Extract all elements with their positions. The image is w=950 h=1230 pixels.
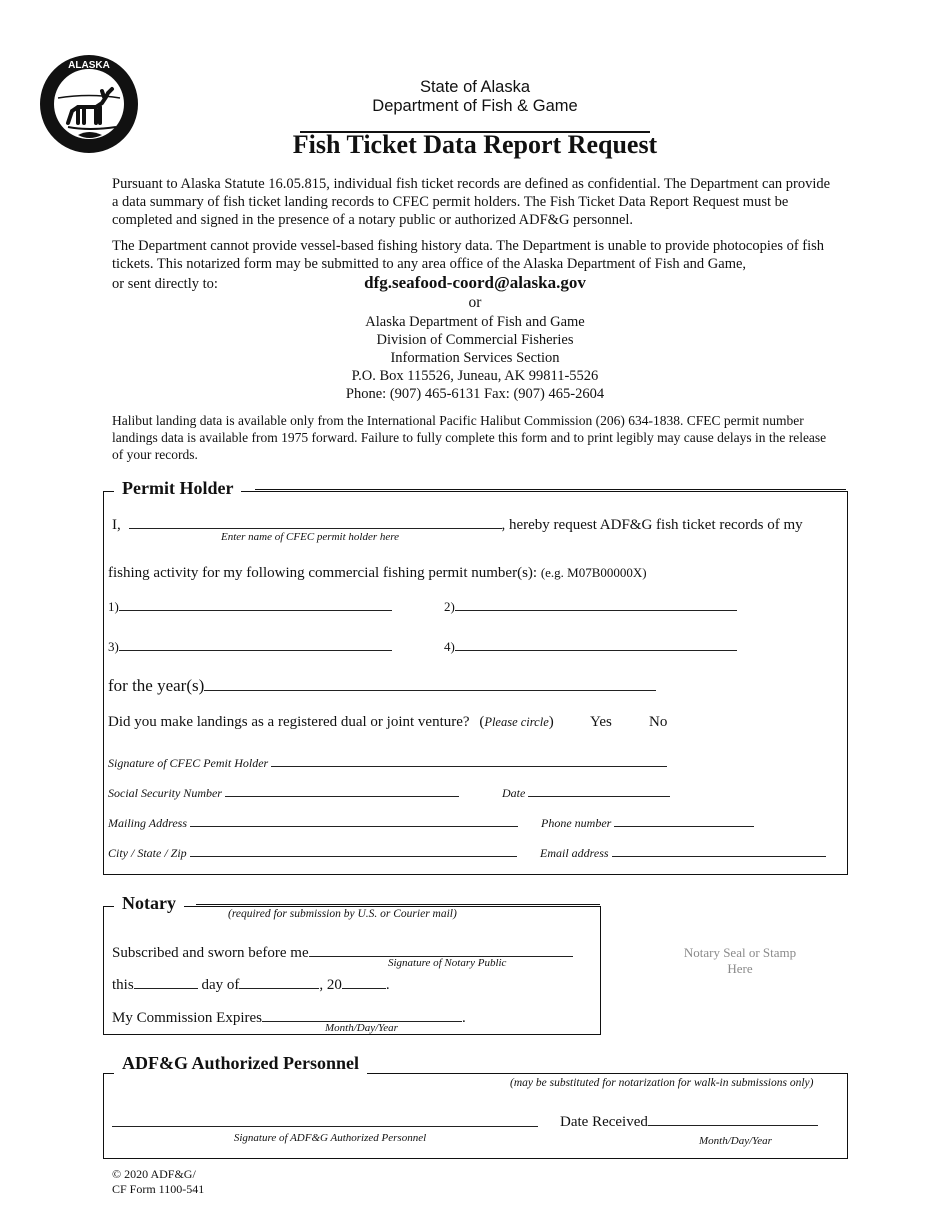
date-row xyxy=(502,784,670,801)
permit-example: (e.g. M07B00000X) xyxy=(540,565,647,580)
date-received-input[interactable] xyxy=(648,1109,818,1126)
venture-question: Did you make landings as a registered dual or joint venture? xyxy=(108,714,470,730)
permit-3-row xyxy=(108,634,392,655)
adfg-signature-hint: Signature of ADF&G Authorized Personnel xyxy=(233,1132,427,1144)
ssn-row xyxy=(108,784,459,801)
intro-paragraph-2: The Department cannot provide vessel-based fishing history data. The Department is unable to provide photocopies of fish tickets. This notarized form may be submitted to any area office of the Alaska Department of Fish and Game, xyxy=(112,238,825,272)
email-input[interactable] xyxy=(612,844,826,857)
svg-text:ALASKA: ALASKA xyxy=(68,60,110,71)
intro-paragraph-1: Pursuant to Alaska Statute 16.05.815, individual fish ticket records are defined as confidential. The Department can provide a data summary of fish ticket landing records to CFEC permit holders. The Fish Ticket Data Report Request must be completed and signed in the presence of a notary public or authorized ADF&G personnel. xyxy=(112,176,831,228)
date-received-label: Date Received xyxy=(560,1114,648,1130)
date-label: Date xyxy=(502,786,526,800)
adfg-signature-input[interactable] xyxy=(112,1110,538,1127)
venture-no-option[interactable]: No xyxy=(649,714,668,730)
or-label: or xyxy=(468,294,482,311)
permit-3-input[interactable] xyxy=(119,634,392,651)
address-line: Information Services Section xyxy=(390,350,560,366)
sworn-label: Subscribed and sworn before me xyxy=(112,945,309,961)
address-line: Phone: (907) 465-6131 Fax: (907) 465-2604 xyxy=(345,386,605,402)
permit-2-row xyxy=(444,594,737,615)
permit-holder-legend: Permit Holder xyxy=(114,478,241,499)
date-received-hint: Month/Day/Year xyxy=(699,1135,772,1147)
ssn-label: Social Security Number xyxy=(108,786,222,800)
i-label: I, xyxy=(112,517,121,533)
permit-4-label: 4) xyxy=(444,639,455,654)
commission-row: My Commission Expires . xyxy=(112,1005,466,1027)
city-row xyxy=(108,844,517,861)
notary-required-note: (required for submission by U.S. or Courier mail) xyxy=(228,908,457,920)
address-line: P.O. Box 115526, Juneau, AK 99811-5526 xyxy=(351,368,599,384)
month-input[interactable] xyxy=(239,972,319,989)
day-of-label: day of xyxy=(201,977,240,993)
years-input[interactable] xyxy=(204,672,656,691)
year-prefix: , 20 xyxy=(319,977,342,993)
date-input[interactable] xyxy=(528,784,670,797)
state-name: State of Alaska xyxy=(419,78,531,96)
copyright: © 2020 ADF&G/ xyxy=(112,1167,196,1181)
permit-2-input[interactable] xyxy=(455,594,737,611)
permit-4-input[interactable] xyxy=(455,634,737,651)
permit-4-row xyxy=(444,634,737,655)
notary-legend: Notary xyxy=(114,893,184,914)
department-name: Department of Fish & Game xyxy=(372,97,578,115)
permit-1-input[interactable] xyxy=(119,594,392,611)
signature-label: Signature of CFEC Pemit Holder xyxy=(108,756,269,770)
phone-input[interactable] xyxy=(614,814,754,827)
adfg-personnel-legend: ADF&G Authorized Personnel xyxy=(114,1053,367,1074)
permit-holder-legend-rule xyxy=(255,489,846,490)
notary-seal-placeholder: Notary Seal or Stamp Here xyxy=(683,945,797,976)
years-label: for the year(s) xyxy=(108,676,205,695)
sent-to-label: or sent directly to: xyxy=(112,276,218,292)
request-text: , hereby request ADF&G fish ticket records of my xyxy=(501,517,803,533)
commission-input[interactable] xyxy=(262,1005,462,1022)
signature-row xyxy=(108,754,667,771)
page-title: Fish Ticket Data Report Request xyxy=(292,130,658,159)
commission-label: My Commission Expires xyxy=(112,1010,263,1026)
email-row xyxy=(540,844,826,861)
address-line: Division of Commercial Fisheries xyxy=(376,332,574,348)
this-label: this xyxy=(112,977,134,993)
notary-signature-hint: Signature of Notary Public xyxy=(388,957,507,969)
contact-block xyxy=(300,273,650,403)
venture-yes-option[interactable]: Yes xyxy=(590,714,612,730)
phone-label: Phone number xyxy=(541,816,612,830)
permit-1-row xyxy=(108,594,392,615)
ssn-input[interactable] xyxy=(225,784,459,797)
notary-signature-input[interactable] xyxy=(309,940,573,957)
permit-2-label: 2) xyxy=(444,599,455,614)
mailing-row xyxy=(108,814,518,831)
mailing-input[interactable] xyxy=(190,814,518,827)
please-circle-note: Please circle xyxy=(484,715,549,729)
permit-1-label: 1) xyxy=(108,599,119,614)
adfg-seal-logo xyxy=(38,53,140,155)
contact-email[interactable]: dfg.seafood-coord@alaska.gov xyxy=(364,273,586,292)
activity-text: fishing activity for my following commercial fishing permit number(s): xyxy=(108,565,538,581)
intro-paragraph-3: Halibut landing data is available only from the International Pacific Halibut Commission (206) 634-1838. CFEC permit number landings data is available from 1975 forward. Failure to fully complete this form and to print legibly may cause delays in the release of your records. xyxy=(112,413,827,462)
year-input[interactable] xyxy=(342,972,386,989)
phone-row xyxy=(541,814,754,831)
date-received-row xyxy=(560,1109,818,1131)
adfg-legend-rule xyxy=(391,1073,846,1074)
form-number: CF Form 1100-541 xyxy=(112,1182,205,1196)
activity-line xyxy=(108,565,647,582)
city-input[interactable] xyxy=(190,844,517,857)
email-label: Email address xyxy=(540,846,609,860)
signature-input[interactable] xyxy=(271,754,667,767)
day-row: this day of , 20 . xyxy=(112,972,390,994)
adfg-note: (may be substituted for notarization for walk-in submissions only) xyxy=(510,1077,814,1089)
mailing-label: Mailing Address xyxy=(108,816,188,830)
day-input[interactable] xyxy=(134,972,198,989)
name-hint: Enter name of CFEC permit holder here xyxy=(220,531,399,543)
city-label: City / State / Zip xyxy=(108,846,187,860)
footer xyxy=(112,1167,204,1197)
address-line: Alaska Department of Fish and Game xyxy=(365,314,585,330)
notary-legend-rule xyxy=(196,904,600,905)
permit-3-label: 3) xyxy=(108,639,119,654)
permit-holder-name-input[interactable] xyxy=(129,512,502,529)
venture-row: Did you make landings as a registered dual or joint venture? (Please circle) xyxy=(108,714,554,730)
commission-date-hint: Month/Day/Year xyxy=(325,1022,398,1034)
years-row xyxy=(108,672,656,696)
